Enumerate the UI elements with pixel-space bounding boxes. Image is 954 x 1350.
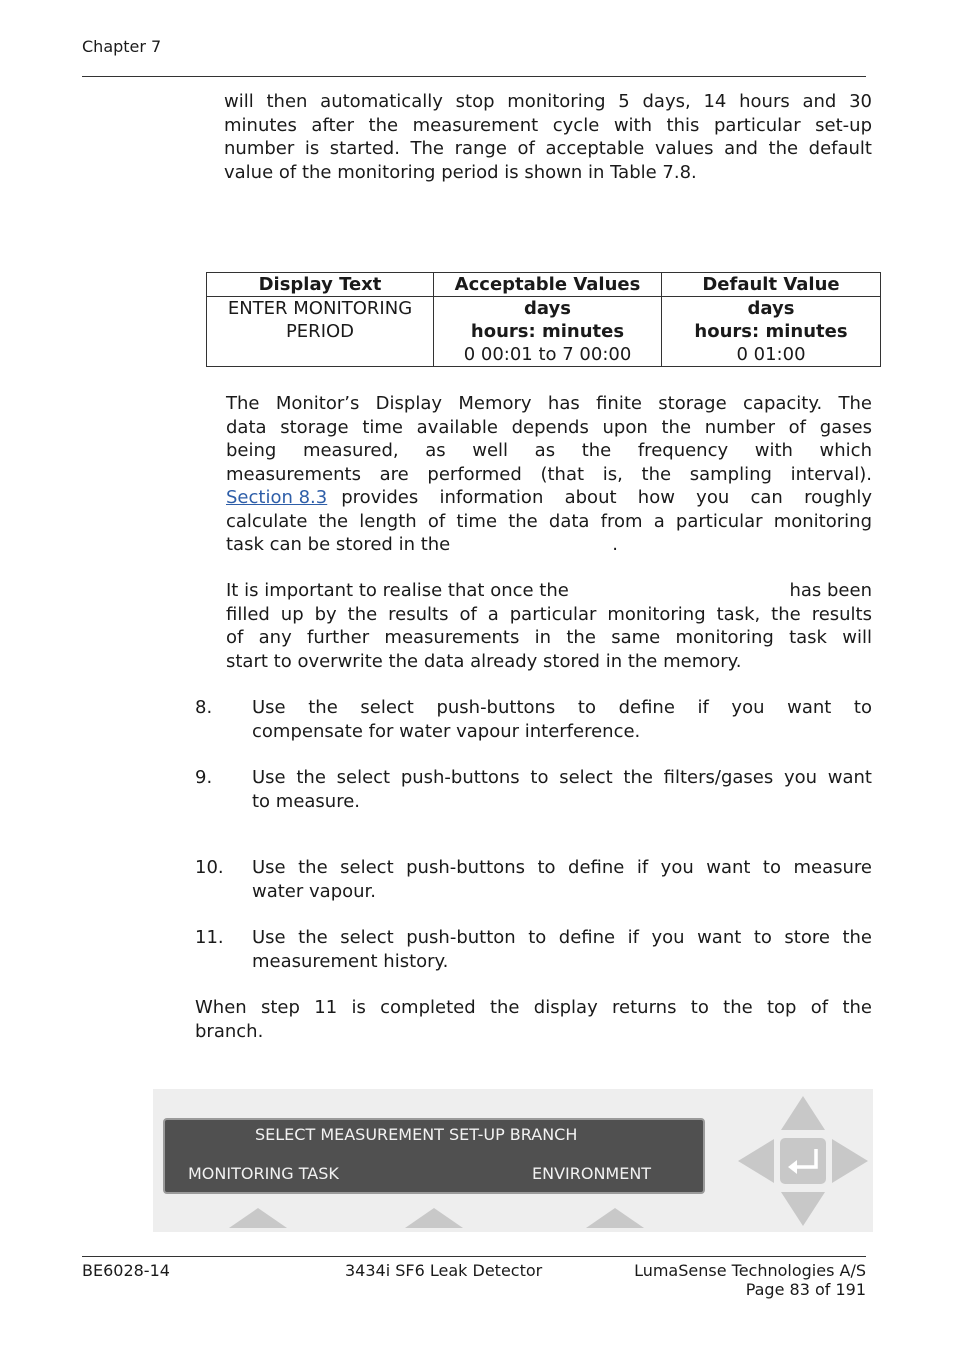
step-line: Use the select push-button to define if you want to store the (252, 927, 872, 948)
lcd-screen (163, 1118, 705, 1194)
overwrite-line-end: has been (789, 580, 872, 601)
cell-line: PERIOD (285, 321, 355, 342)
chapter-label: Chapter 7 (82, 37, 162, 56)
lcd-option-right: ENVIRONMENT (532, 1164, 652, 1183)
section-link[interactable]: Section 8.3 (226, 487, 328, 508)
step-10 (195, 856, 872, 903)
memory-line: measurements are performed (that is, the sampling interval). (226, 463, 872, 485)
navigation-pad (736, 1094, 870, 1228)
step-number: 9. (195, 767, 213, 788)
softkey-right-button[interactable] (586, 1208, 644, 1228)
overwrite-line-start: It is important to realise that once the (226, 580, 569, 601)
cell-line: hours: minutes (694, 321, 848, 342)
table-header-row (207, 273, 881, 297)
step-line: Use the select push-buttons to define if you want to (252, 697, 872, 718)
intro-line: value of the monitoring period is shown in Table 7.8. (224, 161, 697, 183)
closing-line: When step 11 is completed the display returns to the top of the (195, 997, 872, 1018)
step-line: Use the select push-buttons to define if you want to measure (252, 857, 872, 878)
memory-line-start: task can be stored in the (226, 534, 451, 555)
enter-icon[interactable] (780, 1138, 826, 1184)
overwrite-line (226, 579, 872, 603)
company-name: LumaSense Technologies A/S (634, 1261, 866, 1280)
monitoring-period-table (206, 272, 881, 367)
memory-line: being measured, as well as the frequency with which (226, 440, 872, 461)
memory-link-after: provides information about how you can roughly (341, 487, 872, 508)
memory-line: The Monitor’s Display Memory has finite storage capacity. The (226, 393, 872, 414)
table-header: Display Text (207, 273, 434, 297)
step-number: 8. (195, 697, 213, 718)
intro-line: will then automatically stop monitoring 5 days, 14 hours and 30 (224, 91, 872, 112)
arrow-right-icon[interactable] (832, 1139, 868, 1183)
cell-line: 0 00:01 to 7 00:00 (463, 344, 632, 365)
step-line: water vapour. (252, 880, 377, 902)
closing-paragraph (195, 996, 872, 1043)
step-8 (195, 696, 872, 743)
product-name: 3434i SF6 Leak Detector (345, 1261, 543, 1280)
acceptable-values-cell (434, 297, 662, 367)
table-header: Default Value (662, 273, 881, 297)
memory-line-link (226, 486, 872, 510)
default-value-cell (662, 297, 881, 367)
step-number: 10. (195, 857, 224, 878)
cell-line: ENTER MONITORING (227, 298, 413, 319)
softkey-left-button[interactable] (229, 1208, 287, 1228)
arrow-left-icon[interactable] (738, 1139, 774, 1183)
cell-line: days (747, 298, 795, 319)
intro-paragraph (224, 90, 872, 184)
step-number: 11. (195, 927, 224, 948)
lcd-title: SELECT MEASUREMENT SET-UP BRANCH (255, 1125, 578, 1144)
overwrite-line: of any further measurements in the same monitoring task will (226, 627, 872, 648)
softkey-middle-button[interactable] (405, 1208, 463, 1228)
overwrite-paragraph (226, 579, 872, 673)
table-header: Acceptable Values (434, 273, 662, 297)
footer-rule (82, 1256, 866, 1257)
overwrite-line: filled up by the results of a particular monitoring task, the results (226, 603, 872, 625)
cell-line: days (524, 298, 571, 319)
memory-line (226, 533, 872, 557)
page-number: Page 83 of 191 (745, 1280, 866, 1299)
step-line: Use the select push-buttons to select the filters/gases you want (252, 767, 872, 788)
closing-line: branch. (195, 1020, 264, 1042)
header-rule (82, 76, 866, 77)
arrow-down-icon[interactable] (781, 1192, 825, 1226)
step-9 (195, 766, 872, 813)
cell-line: 0 01:00 (736, 344, 806, 365)
cell-line: hours: minutes (470, 321, 625, 342)
memory-line: calculate the length of time the data from a particular monitoring (226, 510, 872, 532)
step-line: compensate for water vapour interference. (252, 720, 641, 742)
doc-number: BE6028-14 (82, 1261, 170, 1280)
step-line: to measure. (252, 790, 361, 812)
intro-line: minutes after the measurement cycle with this particular set-up (224, 114, 872, 136)
memory-line-end: . (612, 534, 618, 555)
intro-line: number is started. The range of acceptable values and the default (224, 138, 872, 159)
lcd-option-left: MONITORING TASK (188, 1164, 339, 1183)
arrow-up-icon[interactable] (781, 1096, 825, 1130)
memory-paragraph (226, 392, 872, 557)
memory-line: data storage time available depends upon the number of gases (226, 416, 872, 438)
step-11 (195, 926, 872, 973)
overwrite-line: start to overwrite the data already stored in the memory. (226, 650, 742, 672)
table-row (207, 297, 881, 367)
step-line: measurement history. (252, 950, 449, 972)
display-text-cell (207, 297, 434, 367)
